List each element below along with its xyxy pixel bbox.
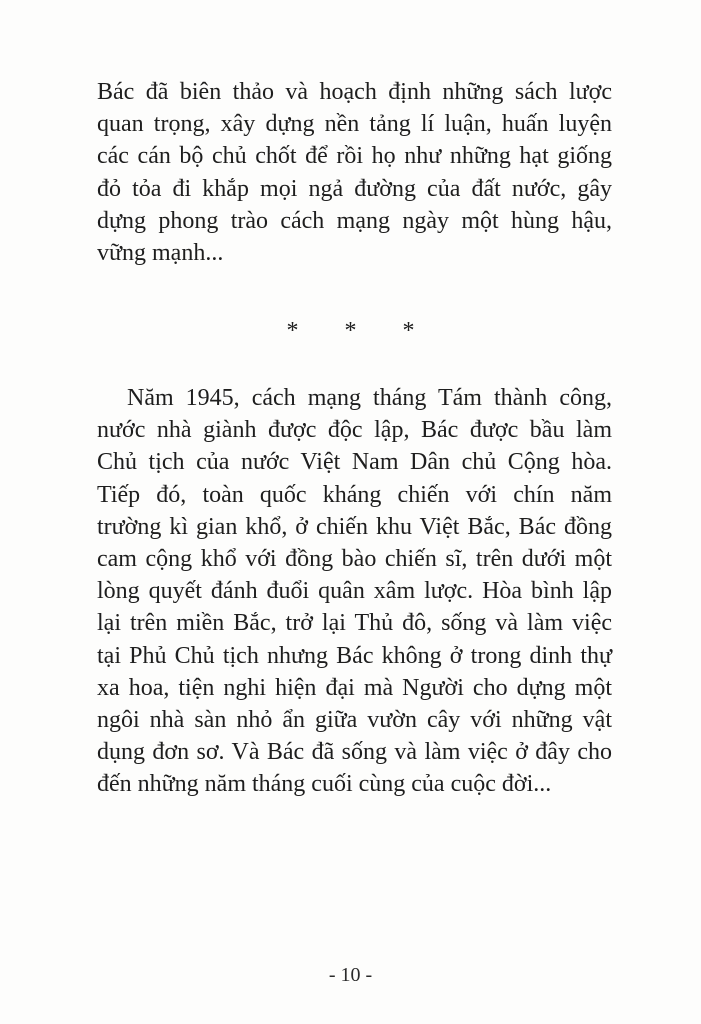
text-line: Tiếp đó, toàn quốc kháng chiến với chín năm xyxy=(97,481,612,508)
text-line: Năm 1945, cách mạng tháng Tám thành công, xyxy=(127,385,612,411)
text-line: vững mạnh... xyxy=(97,240,224,267)
page-number: - 10 - xyxy=(328,964,373,986)
text-line: cam cộng khổ với đồng bào chiến sĩ, trên dưới một xyxy=(97,546,612,573)
text-line: nước nhà giành được độc lập, Bác được bầu làm xyxy=(97,417,612,444)
text-line: quan trọng, xây dựng nền tảng lí luận, huấn luyện xyxy=(97,111,612,138)
text-line: dựng phong trào cách mạng ngày một hùng hậu, xyxy=(97,207,612,234)
text-line: lại trên miền Bắc, trở lại Thủ đô, sống và làm việc xyxy=(97,610,612,637)
text-line: đỏ tỏa đi khắp mọi ngả đường của đất nước, gây xyxy=(97,175,612,202)
text-line: Bác đã biên thảo và hoạch định những sách lược xyxy=(97,79,612,105)
text-line: lòng quyết đánh đuổi quân xâm lược. Hòa bình lập xyxy=(97,578,612,605)
paragraph-1 xyxy=(97,76,612,269)
text-line: đến những năm tháng cuối cùng của cuộc đời... xyxy=(97,771,552,798)
text-line: tại Phủ Chủ tịch nhưng Bác không ở trong dinh thự xyxy=(97,642,612,669)
text-line: ngôi nhà sàn nhỏ ẩn giữa vườn cây với những vật xyxy=(97,707,612,734)
text-line: Chủ tịch của nước Việt Nam Dân chủ Cộng hòa. xyxy=(97,449,612,476)
paragraph-2 xyxy=(97,382,612,801)
section-separator: * * * xyxy=(286,318,435,344)
text-line: dụng đơn sơ. Và Bác đã sống và làm việc ở đây cho xyxy=(97,739,612,766)
text-line: trường kì gian khổ, ở chiến khu Việt Bắc, Bác đồng xyxy=(97,513,612,540)
text-line: các cán bộ chủ chốt để rồi họ như những hạt giống xyxy=(97,143,612,170)
text-line: xa hoa, tiện nghi hiện đại mà Người cho dựng một xyxy=(97,674,612,701)
